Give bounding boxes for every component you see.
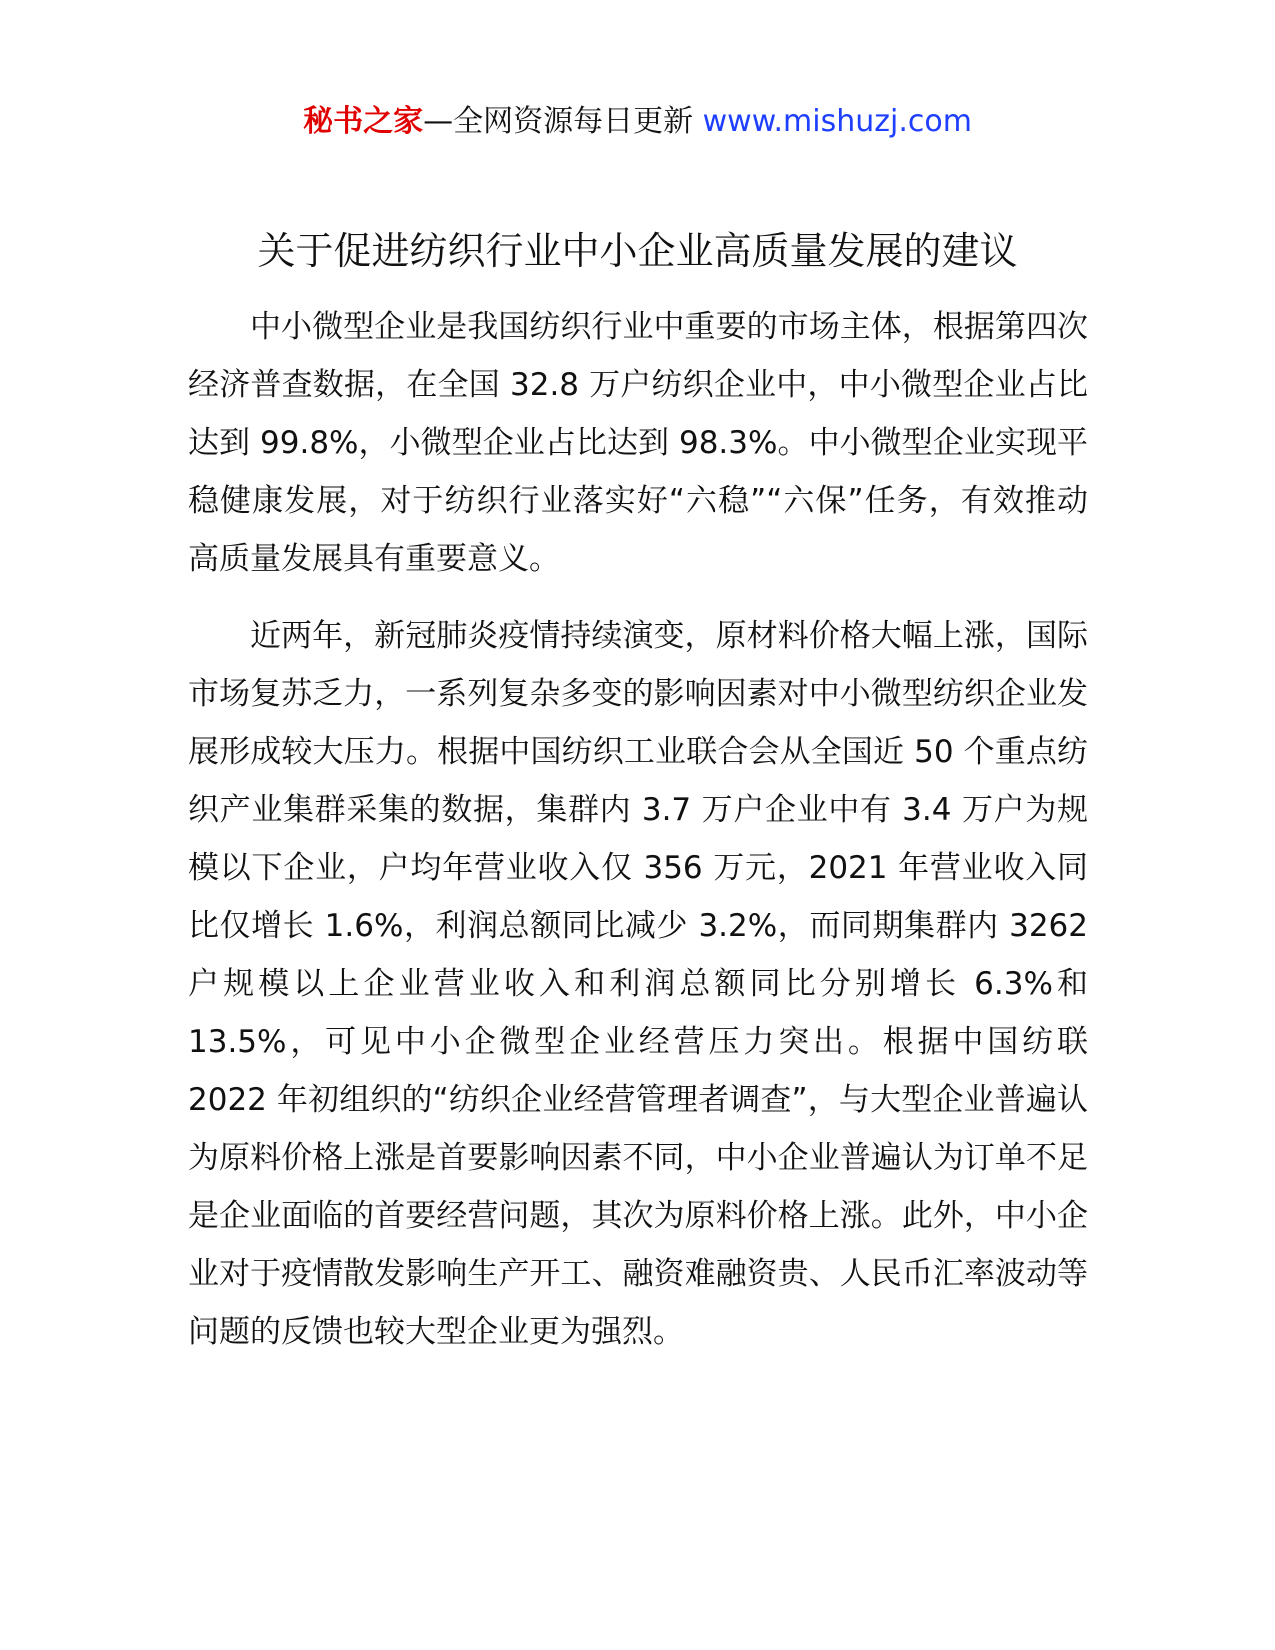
site-tagline: —全网资源每日更新 [423, 104, 694, 139]
site-header [0, 100, 1275, 144]
site-brand: 秘书之家 [303, 104, 424, 139]
site-url-link[interactable]: www.mishuzj.com [702, 104, 972, 139]
document-body [188, 298, 1088, 1380]
paragraph: 近两年，新冠肺炎疫情持续演变，原材料价格大幅上涨，国际市场复苏乏力，一系列复杂多变的影响因素对中小微型纺织企业发展形成较大压力。根据中国纺织工业联合会从全国近 50 个重点纺织产业集群采集的数据，集群内 3.7 万户企业中有 3.4 万户为规模以下企业，户均年营业收入仅 356 万元，2021 年营业收入同比仅增长 1.6%，利润总额同比减少 3.2%，而同期集群内 3262 户规模以上企业营业收入和利润总额同比分别增长 6.3%和 13.5%，可见中小企微型企业经营压力突出。根据中国纺联 2022 年初组织的“纺织企业经营管理者调查”，与大型企业普遍认为原料价格上涨是首要影响因素不同，中小企业普遍认为订单不足是企业面临的首要经营问题，其次为原料价格上涨。此外，中小企业对于疫情散发影响生产开工、融资难融资贵、人民币汇率波动等问题的反馈也较大型企业更为强烈。 [188, 618, 1088, 1350]
document-title: 关于促进纺织行业中小企业高质量发展的建议 [257, 229, 1018, 273]
paragraph: 中小微型企业是我国纺织行业中重要的市场主体，根据第四次经济普查数据，在全国 32.8 万户纺织企业中，中小微型企业占比达到 99.8%，小微型企业占比达到 98.3%。中小微型企业实现平稳健康发展，对于纺织行业落实好“六稳”“六保”任务，有效推动高质量发展具有重要意义。 [188, 309, 1088, 577]
